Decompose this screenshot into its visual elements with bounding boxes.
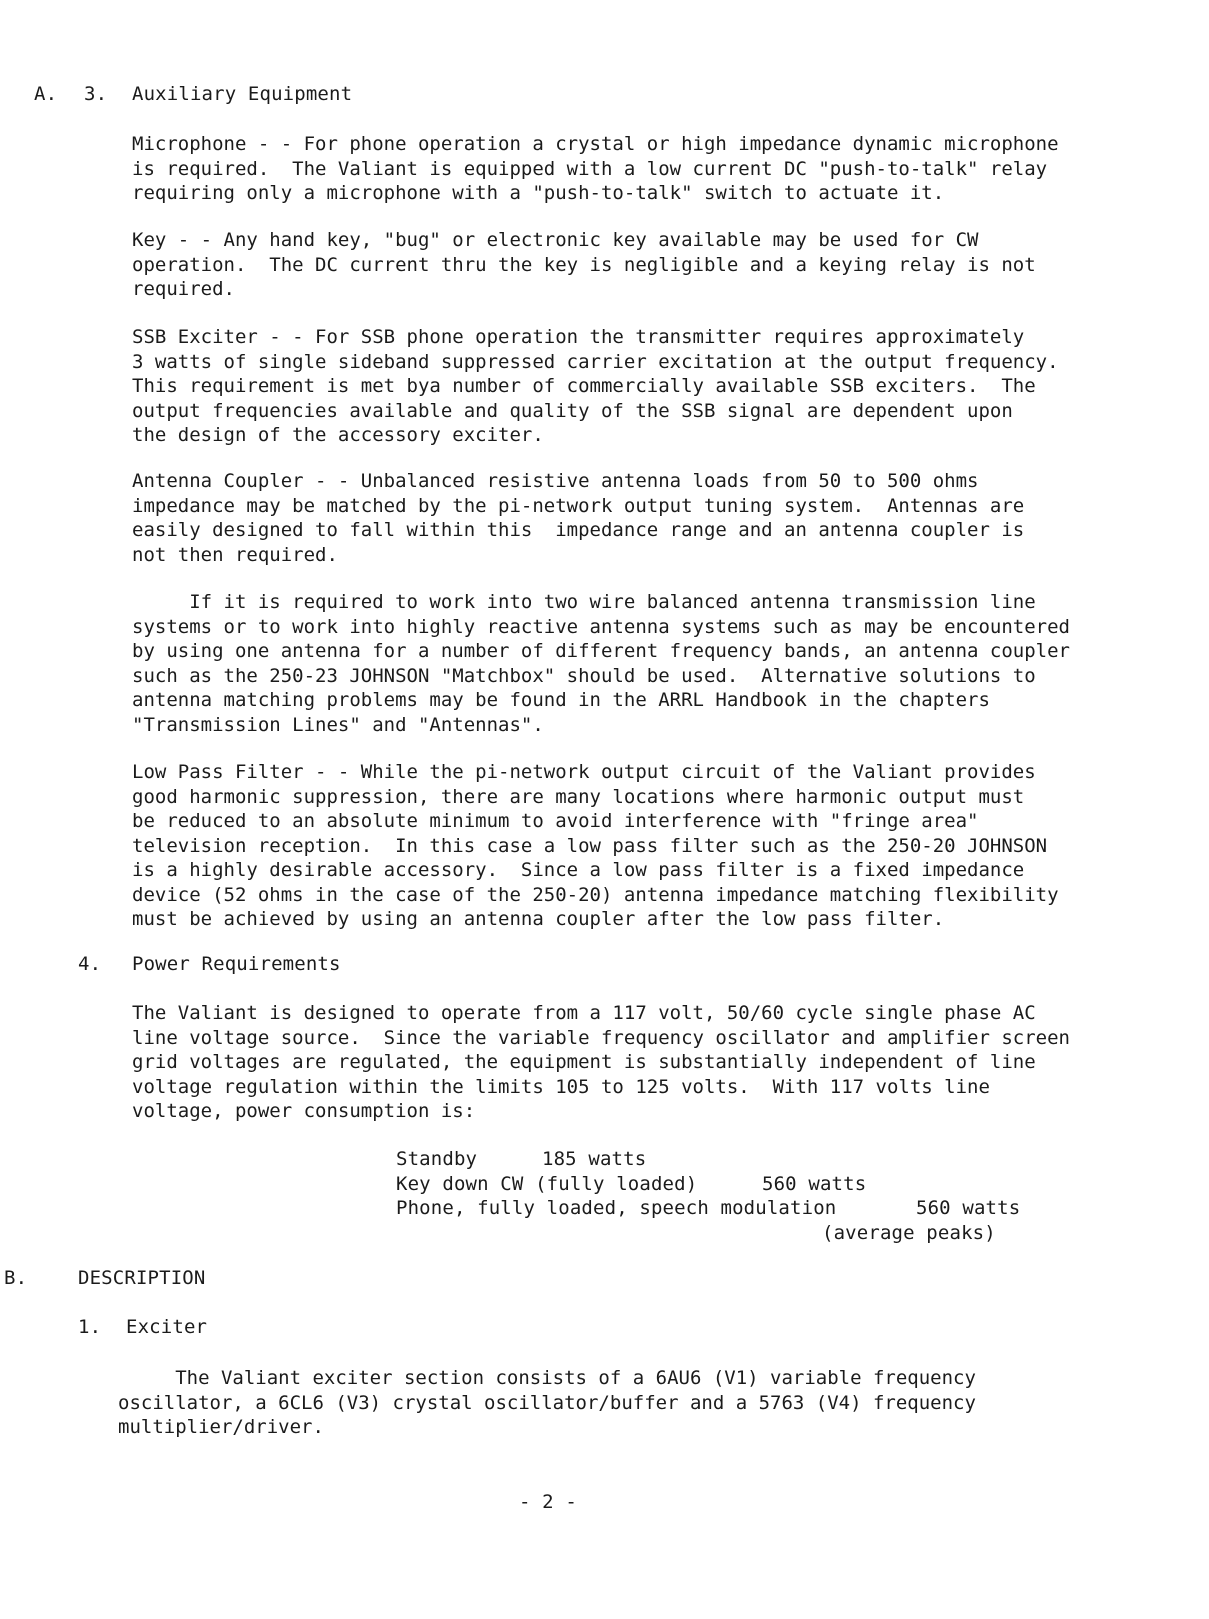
text-line: voltage, power consumption is: — [132, 1100, 476, 1122]
section-letter-b: B. — [4, 1267, 28, 1289]
text-line: This requirement is met bya number of commercially available SSB exciters. The — [132, 375, 1036, 397]
text-line: line voltage source. Since the variable frequency oscillator and amplifier screen — [132, 1026, 1070, 1049]
section-title-auxiliary-equipment: Auxiliary Equipment — [132, 83, 353, 105]
text-line: SSB Exciter - - For SSB phone operation the transmitter requires approximately — [132, 326, 1025, 348]
consumption-value-key-down: 560 watts — [762, 1173, 867, 1195]
consumption-label-phone: Phone, fully loaded, speech modulation — [396, 1197, 837, 1219]
section-title-description: DESCRIPTION — [78, 1267, 206, 1289]
text-line: grid voltages are regulated, the equipment is substantially independent of line — [132, 1051, 1036, 1073]
section-title-power-requirements: Power Requirements — [132, 953, 341, 975]
text-line: not then required. — [132, 543, 338, 566]
text-line: Low Pass Filter - - While the pi-network output circuit of the Valiant provides — [132, 761, 1036, 783]
text-line: such as the 250-23 JOHNSON "Matchbox" should be used. Alternative solutions to — [132, 664, 1036, 687]
text-line: Key - - Any hand key, "bug" or electronic key available may be used for CW — [132, 229, 979, 251]
consumption-value-standby: 185 watts — [542, 1148, 647, 1170]
paragraph-power-requirements — [132, 1001, 1070, 1124]
text-line: device (52 ohms in the case of the 250-20) antenna impedance matching flexibility — [132, 883, 1059, 906]
page-number: - 2 - — [519, 1491, 577, 1513]
text-line: television reception. In this case a low pass filter such as the 250-20 JOHNSON — [132, 834, 1048, 857]
consumption-label-standby: Standby — [396, 1148, 478, 1170]
text-line: If it is required to work into two wire balanced antenna transmission line — [132, 591, 1036, 613]
text-line: "Transmission Lines" and "Antennas". — [132, 713, 544, 736]
text-line: 3 watts of single sideband suppressed carrier excitation at the output frequency. — [132, 350, 1059, 373]
text-line: systems or to work into highly reactive antenna systems such as may be encountered — [132, 615, 1070, 638]
paragraph-ssb-exciter — [132, 325, 1059, 448]
text-line: is required. The Valiant is equipped with a low current DC "push-to-talk" relay — [132, 157, 1048, 180]
text-line: multiplier/driver. — [118, 1416, 324, 1438]
section-number-4: 4. — [78, 953, 102, 975]
section-number-3: 3. — [84, 83, 108, 105]
paragraph-low-pass-filter — [132, 760, 1059, 932]
text-line: The Valiant is designed to operate from a 117 volt, 50/60 cycle single phase AC — [132, 1002, 1036, 1024]
paragraph-microphone — [132, 132, 1059, 206]
text-line: output frequencies available and quality of the SSB signal are dependent upon — [132, 399, 1013, 422]
text-line: impedance may be matched by the pi-network output tuning system. Antennas are — [132, 494, 1025, 517]
text-line: good harmonic suppression, there are many locations where harmonic output must — [132, 785, 1025, 808]
subsection-number-1: 1. — [78, 1316, 102, 1338]
text-line: Microphone - - For phone operation a crystal or high impedance dynamic microphone — [132, 133, 1059, 155]
text-line: required. — [132, 278, 235, 300]
text-line: is a highly desirable accessory. Since a low pass filter is a fixed impedance — [132, 859, 1025, 881]
text-line: the design of the accessory exciter. — [132, 424, 544, 446]
paragraph-exciter — [118, 1366, 976, 1440]
text-line: The Valiant exciter section consists of a 6AU6 (V1) variable frequency — [118, 1367, 976, 1389]
text-line: voltage regulation within the limits 105 to 125 volts. With 117 volts line — [132, 1075, 990, 1098]
subsection-title-exciter: Exciter — [126, 1316, 208, 1338]
consumption-value-phone: 560 watts — [916, 1197, 1021, 1219]
paragraph-antenna-coupler-continued — [132, 590, 1070, 737]
text-line: by using one antenna for a number of different frequency bands, an antenna coupler — [132, 640, 1070, 662]
consumption-label-key-down: Key down CW (fully loaded) — [396, 1173, 698, 1195]
consumption-note: (average peaks) — [822, 1222, 996, 1244]
section-letter-a: A. — [34, 83, 58, 105]
text-line: requiring only a microphone with a "push-to-talk" switch to actuate it. — [132, 182, 945, 204]
text-line: must be achieved by using an antenna coupler after the low pass filter. — [132, 908, 945, 930]
text-line: antenna matching problems may be found in the ARRL Handbook in the chapters — [132, 689, 990, 711]
paragraph-antenna-coupler — [132, 469, 1024, 567]
text-line: oscillator, a 6CL6 (V3) crystal oscillator/buffer and a 5763 (V4) frequency — [118, 1391, 976, 1414]
paragraph-key — [132, 228, 1036, 302]
text-line: Antenna Coupler - - Unbalanced resistive antenna loads from 50 to 500 ohms — [132, 470, 979, 492]
text-line: operation. The DC current thru the key is negligible and a keying relay is not — [132, 253, 1036, 276]
text-line: be reduced to an absolute minimum to avoid interference with "fringe area" — [132, 810, 979, 832]
text-line: easily designed to fall within this impedance range and an antenna coupler is — [132, 519, 1025, 541]
